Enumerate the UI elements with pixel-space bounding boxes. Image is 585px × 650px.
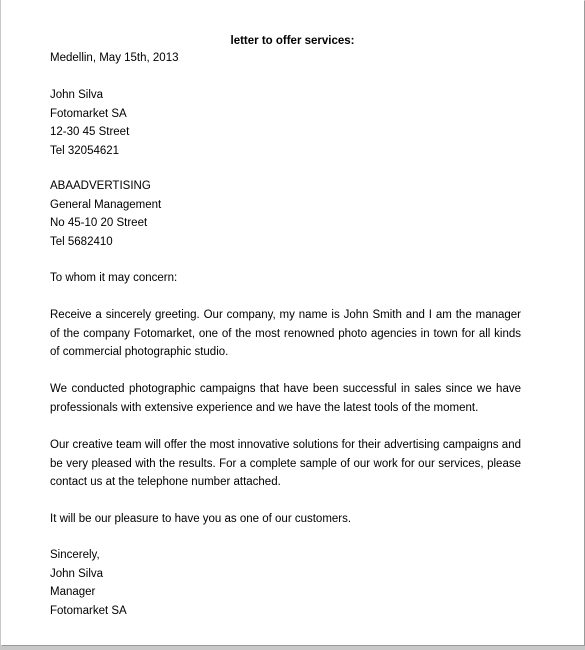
body-paragraph-3: Our creative team will offer the most innovative solutions for their advertising campaigns and be very pleased with the results. For a complete sample of our work for our services, please contact us at the telephone number attached. <box>50 439 521 488</box>
sender-address <box>50 86 129 160</box>
body-paragraph-4: It will be our pleasure to have you as one of our customers. <box>50 513 352 525</box>
sender-name: John Silva <box>50 89 104 101</box>
recipient-company: ABAADVERTISING <box>50 180 151 192</box>
sender-company: Fotomarket SA <box>50 107 127 120</box>
recipient-department: General Management <box>50 198 162 211</box>
salutation: To whom it may concern: <box>50 272 178 284</box>
signer-company: Fotomarket SA <box>50 604 127 617</box>
date-line: Medellin, May 15th, 2013 <box>50 52 179 64</box>
recipient-phone: Tel 5682410 <box>50 235 113 248</box>
sender-street: 12-30 45 Street <box>50 126 130 138</box>
signer-name: John Silva <box>50 567 104 580</box>
recipient-street: No 45-10 20 Street <box>50 217 148 229</box>
body-paragraph-1: Receive a sincerely greeting. Our company, my name is John Smith and I am the manager of the company Fotomarket, one of the most renowned photo agencies in town for all kinds of commercial photographic studio. <box>50 309 521 358</box>
recipient-address <box>50 177 161 251</box>
closing-block <box>50 546 127 620</box>
letter-title: letter to offer services: <box>230 35 355 47</box>
signer-title: Manager <box>50 586 96 598</box>
body-paragraph-2: We conducted photographic campaigns that have been successful in sales since we have professionals with extensive experience and we have the latest tools of the moment. <box>50 383 521 414</box>
sender-phone: Tel 32054621 <box>50 144 120 157</box>
document-page <box>1 0 584 645</box>
closing-phrase: Sincerely, <box>50 549 100 561</box>
